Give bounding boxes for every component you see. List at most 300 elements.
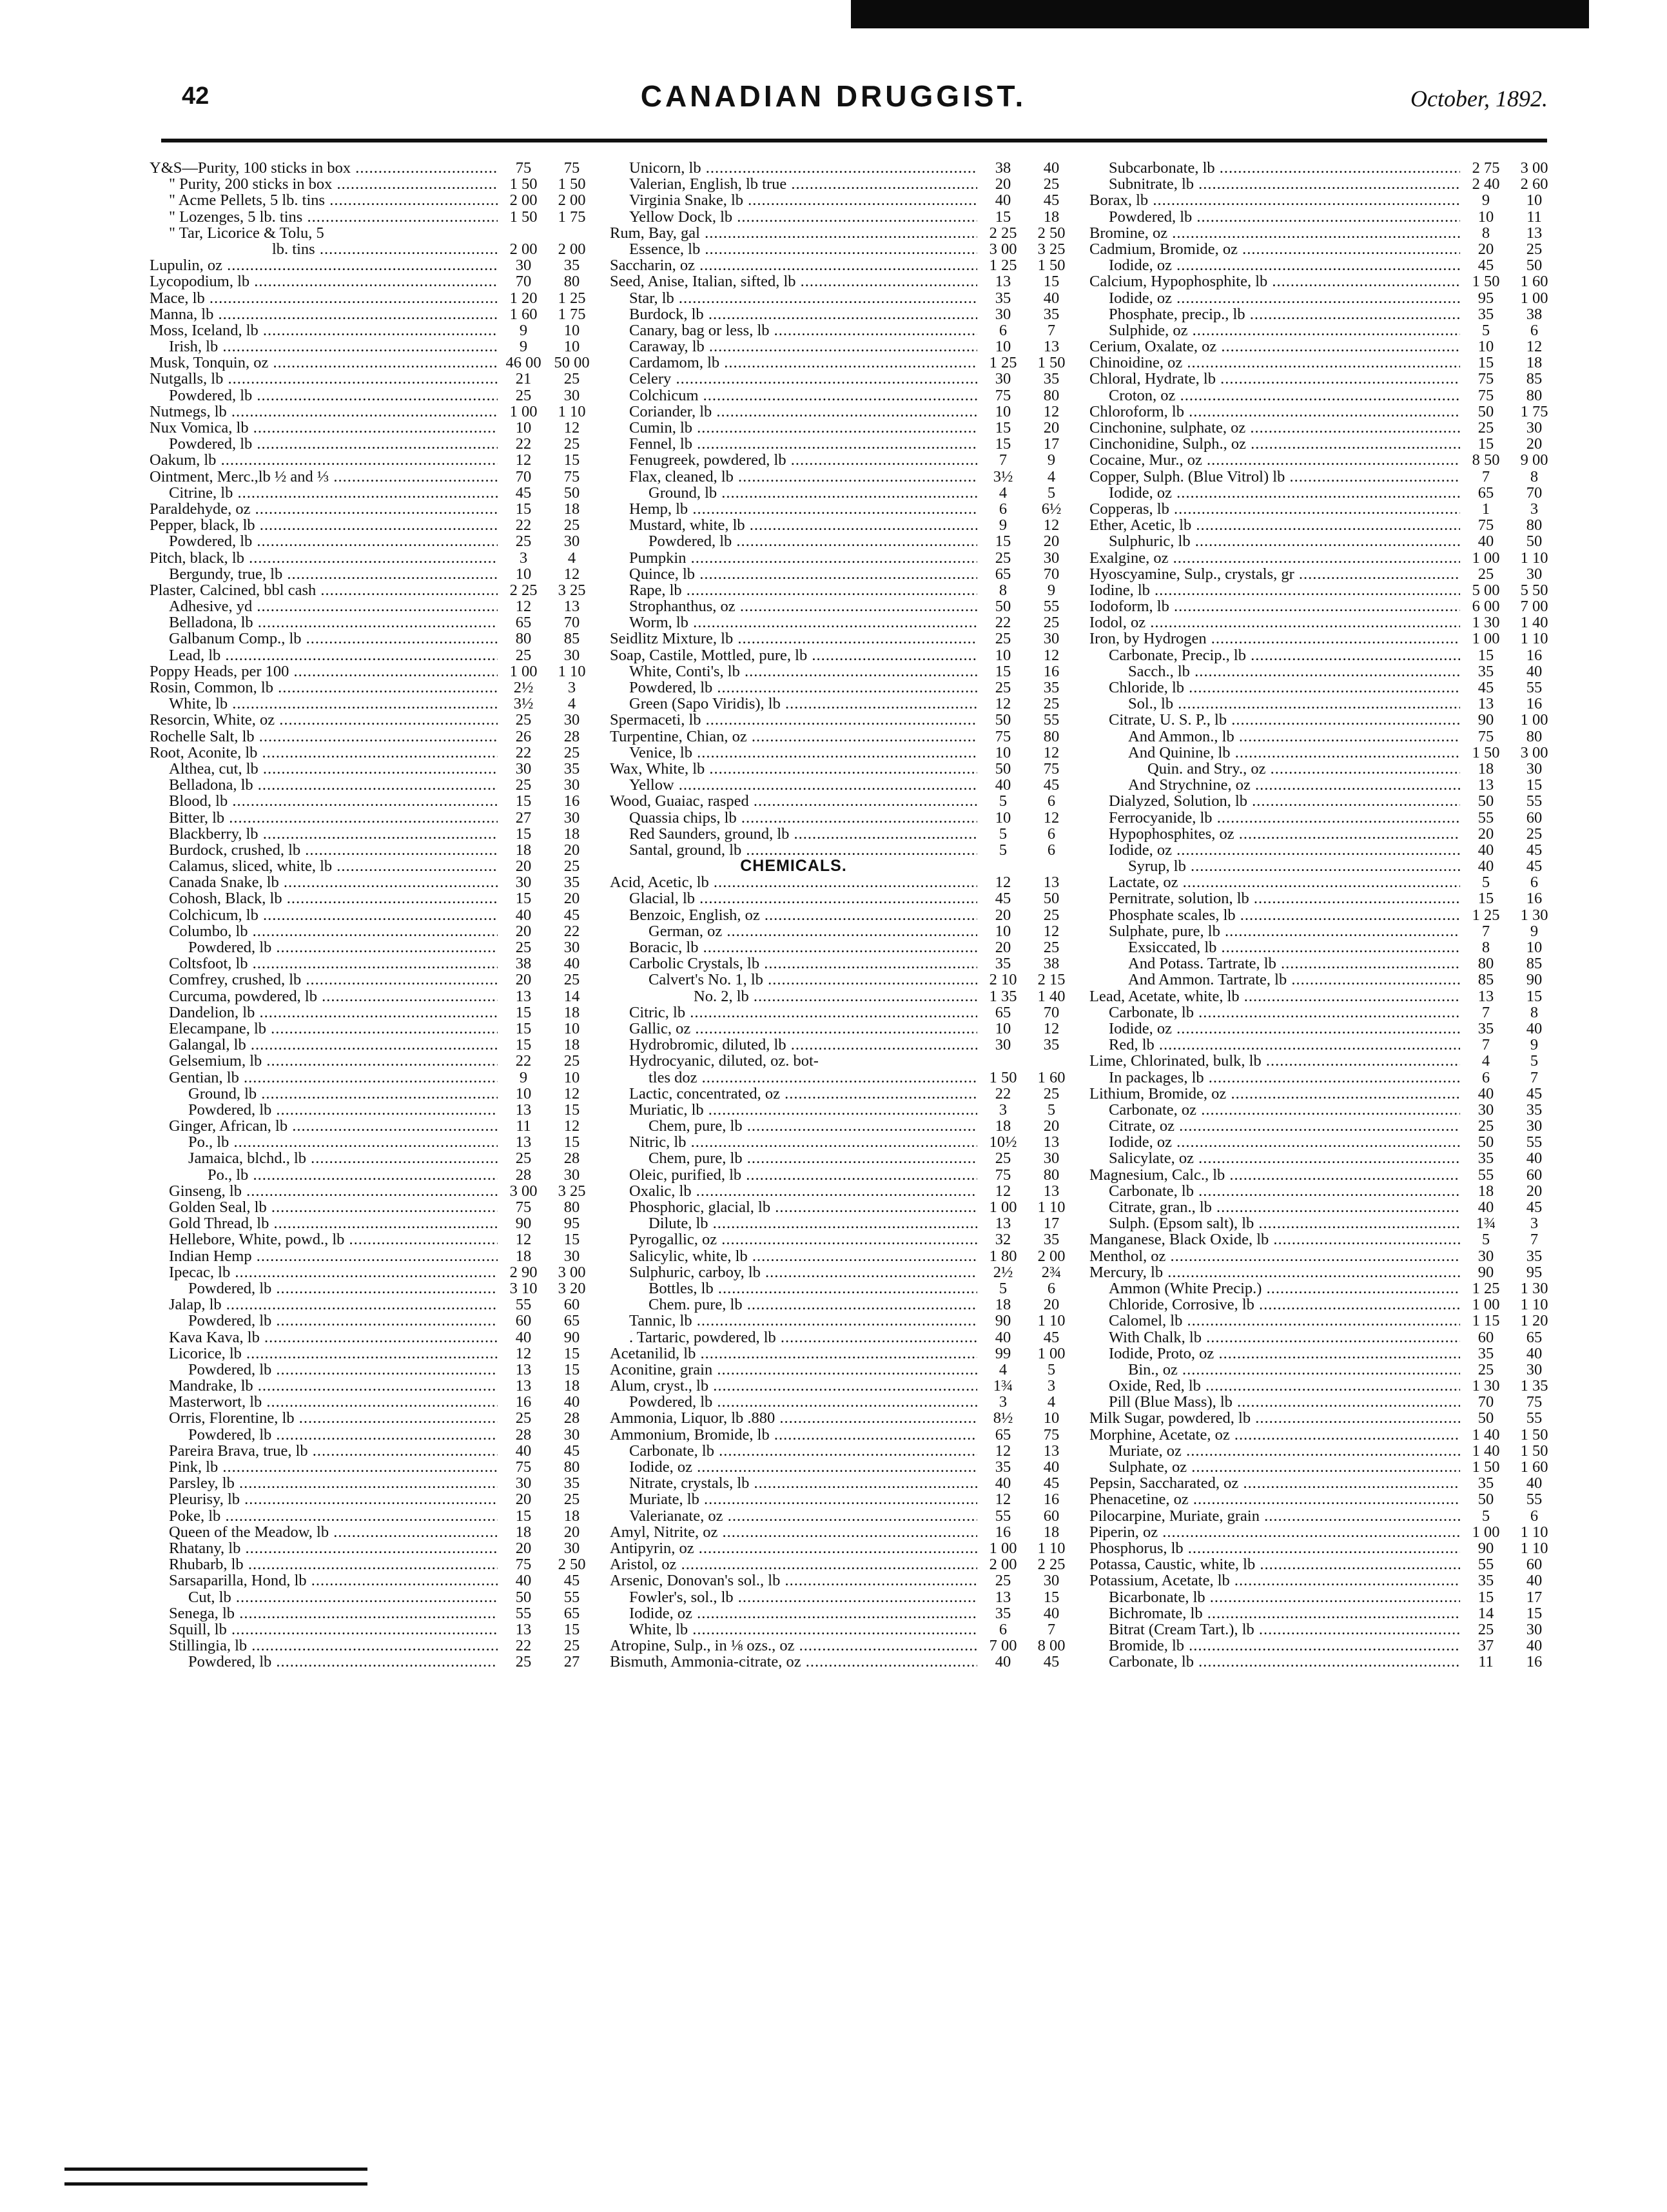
price-low: 50 <box>995 711 1011 729</box>
price-high: 30 <box>563 1539 580 1557</box>
price-low: 11 <box>1478 1653 1494 1671</box>
item-name: Bitter, lb ..... <box>150 810 498 826</box>
price-low: 13 <box>515 1377 532 1395</box>
item-name: Citrate, gran., lb ..... <box>1089 1199 1460 1215</box>
item-name: Chloride, lb ..... <box>1089 680 1460 696</box>
price-low: 40 <box>995 1328 1011 1346</box>
price-low: 5 <box>999 825 1008 843</box>
price-row <box>610 485 1074 501</box>
item-name: Mustard, white, lb ..... <box>610 517 977 533</box>
item-name: Pill (Blue Mass), lb ..... <box>1089 1394 1460 1410</box>
price-row <box>1089 404 1557 420</box>
item-name: Caraway, lb ..... <box>610 338 977 355</box>
price-high: 45 <box>1526 841 1543 859</box>
price-low: 35 <box>1477 662 1494 680</box>
price-high: 8 <box>1530 467 1539 485</box>
price-low: 4 <box>999 1360 1008 1378</box>
price-row <box>150 858 594 874</box>
price-row <box>150 663 594 680</box>
price-low: 35 <box>1477 1474 1494 1493</box>
price-row <box>150 1524 594 1540</box>
item-name: Piperin, oz ..... <box>1089 1524 1460 1540</box>
price-high: 20 <box>1043 419 1060 436</box>
price-row <box>1089 550 1557 566</box>
price-low: 15 <box>1477 354 1494 372</box>
item-name: Burdock, lb ..... <box>610 306 977 322</box>
price-low: 9 <box>1481 191 1490 210</box>
price-row <box>1089 793 1557 809</box>
price-row <box>610 387 1074 404</box>
price-low: 65 <box>1477 484 1494 502</box>
price-high: 1 20 <box>1520 1312 1548 1330</box>
price-low: 1 00 <box>1472 1296 1500 1314</box>
price-high: 7 <box>1047 321 1056 339</box>
price-high: 45 <box>1043 776 1060 794</box>
item-name: Phosphate scales, lb ..... <box>1089 907 1460 923</box>
price-row <box>1089 533 1557 549</box>
price-high: 45 <box>1043 1474 1060 1493</box>
price-row <box>610 1183 1074 1199</box>
item-name: Powdered, lb ..... <box>150 1427 498 1443</box>
price-high: 12 <box>1043 922 1060 940</box>
price-row <box>150 1475 594 1491</box>
price-row <box>1089 907 1557 923</box>
price-high: 50 <box>1526 533 1543 551</box>
item-name: Powdered, lb ..... <box>150 533 498 549</box>
item-name: Iodide, oz ..... <box>1089 1021 1460 1037</box>
item-name: Morphine, Acetate, oz ..... <box>1089 1427 1460 1443</box>
price-low: 28 <box>515 1425 532 1444</box>
price-row <box>150 1491 594 1507</box>
price-low: 32 <box>995 1231 1011 1249</box>
price-high: 18 <box>1526 354 1543 372</box>
item-name: Licorice, lb ..... <box>150 1346 498 1362</box>
price-high: 12 <box>1043 808 1060 827</box>
price-high: 15 <box>563 1231 580 1249</box>
item-name: Lactate, oz ..... <box>1089 874 1460 890</box>
price-high: 55 <box>1526 1409 1543 1427</box>
price-low: 8 <box>999 581 1008 599</box>
price-row <box>150 1394 594 1410</box>
item-name: Lactic, concentrated, oz ..... <box>610 1086 977 1102</box>
price-row <box>1089 1654 1557 1670</box>
price-high: 40 <box>1043 1458 1060 1476</box>
item-name: Lupulin, oz ..... <box>150 257 498 273</box>
price-high: 30 <box>1526 419 1543 436</box>
price-low: 40 <box>515 1442 532 1460</box>
item-name: Iron, by Hydrogen ..... <box>1089 631 1460 647</box>
price-high: 3 20 <box>558 1279 586 1297</box>
item-name: . Tartaric, powdered, lb ..... <box>610 1329 977 1346</box>
item-name: And Potass. Tartrate, lb ..... <box>1089 955 1460 972</box>
price-high: 2 25 <box>1037 1556 1066 1574</box>
price-high: 35 <box>1043 1231 1060 1249</box>
price-low: 30 <box>515 257 532 275</box>
price-low: 9 <box>519 1068 528 1086</box>
item-name: Bin., oz ..... <box>1089 1362 1460 1378</box>
price-row <box>150 1118 594 1134</box>
price-high: 5 <box>1047 484 1056 502</box>
item-name: Cohosh, Black, lb ..... <box>150 890 498 906</box>
price-low: 25 <box>515 776 532 794</box>
price-row <box>610 452 1074 468</box>
price-low: 5 <box>1481 874 1490 892</box>
price-row <box>1089 1540 1557 1556</box>
price-row <box>150 1654 594 1670</box>
price-low: 5 <box>1481 321 1490 339</box>
price-row <box>610 1589 1074 1605</box>
page-date: October, 1892. <box>1410 86 1548 112</box>
item-name: Rochelle Salt, lb ..... <box>150 729 498 745</box>
price-low: 15 <box>515 825 532 843</box>
price-row <box>150 696 594 712</box>
price-high: 1 10 <box>1520 1539 1548 1557</box>
price-high: 75 <box>1043 759 1060 778</box>
price-row <box>150 1248 594 1264</box>
price-low: 22 <box>515 1637 532 1655</box>
price-row <box>610 1021 1074 1037</box>
price-high: 75 <box>1043 1425 1060 1444</box>
item-name: Powdered, lb ..... <box>150 1280 498 1297</box>
price-row <box>610 273 1074 289</box>
price-low: 20 <box>995 939 1011 956</box>
price-low: 5 00 <box>1472 581 1500 599</box>
price-low: 10 <box>1477 208 1494 226</box>
price-row <box>610 1199 1074 1215</box>
price-low: 13 <box>1477 987 1494 1005</box>
price-high: 95 <box>563 1215 580 1233</box>
price-row <box>1089 290 1557 306</box>
price-row <box>610 371 1074 387</box>
price-low: 75 <box>1477 370 1494 388</box>
item-name: Ammonia, Liquor, lb .880 ..... <box>610 1410 977 1426</box>
price-row <box>610 680 1074 696</box>
price-row <box>610 160 1074 176</box>
price-row <box>1089 452 1557 468</box>
price-row <box>610 1248 1074 1264</box>
price-high: 9 00 <box>1520 451 1548 469</box>
item-name: Sulphuric, carboy, lb ..... <box>610 1264 977 1280</box>
price-low: 2 40 <box>1472 175 1500 193</box>
price-high: 40 <box>1526 1344 1543 1362</box>
price-low: 1 30 <box>1472 614 1500 632</box>
price-low: 30 <box>995 370 1011 388</box>
price-row <box>150 209 594 225</box>
price-high: 4 <box>567 695 576 713</box>
price-low: 3½ <box>513 695 534 713</box>
item-name: Tannic, lb ..... <box>610 1313 977 1329</box>
price-low: 13 <box>515 1133 532 1151</box>
price-row <box>150 1589 594 1605</box>
item-name: Carbonate, lb ..... <box>610 1443 977 1459</box>
item-name: Potassa, Caustic, white, lb ..... <box>1089 1556 1460 1572</box>
price-row <box>1089 988 1557 1004</box>
price-low: 1 25 <box>1472 1279 1500 1297</box>
item-name: Phosphate, precip., lb ..... <box>1089 306 1460 322</box>
item-name: Phosphorus, lb ..... <box>1089 1540 1460 1556</box>
item-name: Senega, lb ..... <box>150 1605 498 1621</box>
price-row <box>150 598 594 614</box>
item-name: Columbo, lb ..... <box>150 923 498 939</box>
price-row <box>150 761 594 777</box>
price-high: 18 <box>1043 1523 1060 1541</box>
price-row <box>150 566 594 582</box>
item-name: Pyrogallic, oz ..... <box>610 1231 977 1248</box>
item-name: Subnitrate, lb ..... <box>1089 176 1460 192</box>
item-name: Orris, Florentine, lb ..... <box>150 1410 498 1426</box>
price-row <box>610 566 1074 582</box>
price-row <box>1089 469 1557 485</box>
item-name: Pilocarpine, Muriate, grain ..... <box>1089 1508 1460 1524</box>
price-low: 11 <box>516 1117 531 1135</box>
price-low: 25 <box>515 1150 532 1168</box>
price-low: 2 00 <box>509 240 538 258</box>
item-name: Citrate, oz ..... <box>1089 1118 1460 1134</box>
price-high: 12 <box>563 565 580 583</box>
item-name: Belladona, lb ..... <box>150 614 498 631</box>
price-low: 14 <box>1477 1604 1494 1622</box>
price-low: 26 <box>515 727 532 745</box>
price-high: 20 <box>1526 435 1543 453</box>
price-high: 5 50 <box>1520 581 1548 599</box>
price-low: 1 50 <box>509 175 538 193</box>
price-row <box>610 1053 1074 1069</box>
price-low: 50 <box>1477 1409 1494 1427</box>
price-high: 80 <box>1526 516 1543 534</box>
price-low: 8 <box>1481 939 1490 956</box>
price-high: 2 60 <box>1520 175 1548 193</box>
price-low: 9 <box>519 338 528 356</box>
price-low: 6 <box>1481 1068 1490 1086</box>
item-name: Bicarbonate, lb ..... <box>1089 1589 1460 1605</box>
item-name: And Strychnine, oz ..... <box>1089 777 1460 793</box>
item-name: Ammon (White Precip.) ..... <box>1089 1280 1460 1297</box>
item-name: Chloral, Hydrate, lb ..... <box>1089 371 1460 387</box>
price-row <box>1089 387 1557 404</box>
item-name: Galangal, lb ..... <box>150 1037 498 1053</box>
price-high: 15 <box>563 1360 580 1378</box>
price-row <box>1089 1410 1557 1426</box>
item-name: Iodoform, lb ..... <box>1089 598 1460 614</box>
price-low: 90 <box>1477 711 1494 729</box>
price-low: 7 <box>999 451 1008 469</box>
price-row <box>150 1362 594 1378</box>
item-name: Seidlitz Mixture, lb ..... <box>610 631 977 647</box>
price-low: 25 <box>515 939 532 956</box>
price-high: 55 <box>563 1588 580 1606</box>
price-high: 45 <box>563 906 580 924</box>
price-row <box>1089 874 1557 890</box>
price-high: 2¾ <box>1041 1263 1062 1281</box>
price-low: 46 00 <box>505 354 541 372</box>
price-low: 55 <box>995 1507 1011 1525</box>
item-name: Oxalic, lb ..... <box>610 1183 977 1199</box>
price-high: 10 <box>1526 939 1543 956</box>
price-high: 20 <box>1043 533 1060 551</box>
price-row <box>150 972 594 988</box>
price-low: 1 00 <box>989 1539 1017 1557</box>
item-name: Iodide, Proto, oz ..... <box>1089 1346 1460 1362</box>
price-low: 18 <box>515 1247 532 1265</box>
price-high: 9 <box>1047 581 1056 599</box>
item-name: Nitrate, crystals, lb ..... <box>610 1475 977 1491</box>
item-name: Cut, lb ..... <box>150 1589 498 1605</box>
price-row <box>1089 1070 1557 1086</box>
price-high: 65 <box>563 1604 580 1622</box>
price-low: 20 <box>515 857 532 876</box>
price-high: 30 <box>1043 1150 1060 1168</box>
footer-rule <box>64 2168 367 2171</box>
price-high: 6 <box>1530 874 1539 892</box>
price-low: 75 <box>515 1199 532 1216</box>
price-high: 4 <box>567 549 576 567</box>
price-row <box>610 1313 1074 1329</box>
price-high: 16 <box>1526 1653 1543 1671</box>
price-row <box>150 1215 594 1231</box>
item-name: Hydrobromic, diluted, lb ..... <box>610 1037 977 1053</box>
price-low: 60 <box>515 1312 532 1330</box>
price-row <box>150 631 594 647</box>
price-high: 50 <box>1526 257 1543 275</box>
price-low: 1 80 <box>989 1247 1017 1265</box>
price-high: 16 <box>1043 1491 1060 1509</box>
price-row <box>150 907 594 923</box>
price-low: 15 <box>1477 890 1494 908</box>
price-high: 40 <box>563 955 580 973</box>
item-name: Irish, lb ..... <box>150 338 498 355</box>
price-low: 12 <box>515 598 532 616</box>
item-name: Golden Seal, lb ..... <box>150 1199 498 1215</box>
price-high: 65 <box>563 1312 580 1330</box>
item-name: Iodol, oz ..... <box>1089 614 1460 631</box>
price-row <box>150 1167 594 1183</box>
price-high: 1 10 <box>558 402 586 420</box>
price-high: 25 <box>563 1491 580 1509</box>
price-row <box>150 322 594 338</box>
price-high: 5 <box>1530 1052 1539 1070</box>
price-low: 13 <box>995 1215 1011 1233</box>
price-high: 45 <box>1043 191 1060 210</box>
price-row <box>1089 1556 1557 1572</box>
item-name: Root, Aconite, lb ..... <box>150 745 498 761</box>
price-row <box>610 436 1074 452</box>
price-row <box>1089 696 1557 712</box>
price-high: 16 <box>563 792 580 810</box>
price-low: 18 <box>995 1296 1011 1314</box>
item-name: Boracic, lb ..... <box>610 939 977 955</box>
price-high: 50 <box>563 484 580 502</box>
item-name: Nitric, lb ..... <box>610 1134 977 1150</box>
price-low: 35 <box>995 1458 1011 1476</box>
price-column-3 <box>1089 160 1557 1670</box>
price-low: 1 15 <box>1472 1312 1500 1330</box>
item-name: Muriate, oz ..... <box>1089 1443 1460 1459</box>
item-name: Phenacetine, oz ..... <box>1089 1491 1460 1507</box>
item-name: And Ammon., lb ..... <box>1089 729 1460 745</box>
price-row <box>1089 1134 1557 1150</box>
item-name: Comfrey, crushed, lb ..... <box>150 972 498 988</box>
price-high: 35 <box>1526 1101 1543 1119</box>
item-name: Carbolic Crystals, lb ..... <box>610 955 977 972</box>
item-name: Valerian, English, lb true ..... <box>610 176 977 192</box>
price-high: 2 50 <box>1037 224 1066 242</box>
price-high: 1 40 <box>1037 987 1066 1005</box>
item-name: Powdered, lb ..... <box>610 533 977 549</box>
price-row <box>610 257 1074 273</box>
item-name: Powdered, lb ..... <box>610 1394 977 1410</box>
price-low: 30 <box>1477 1101 1494 1119</box>
price-low: 40 <box>515 1328 532 1346</box>
price-row <box>150 469 594 485</box>
item-name: Pareira Brava, true, lb ..... <box>150 1443 498 1459</box>
price-low: 20 <box>515 971 532 989</box>
footer-rule <box>64 2182 367 2186</box>
price-low: 20 <box>515 922 532 940</box>
price-row <box>1089 1508 1557 1524</box>
item-name: Queen of the Meadow, lb ..... <box>150 1524 498 1540</box>
item-name: Unicorn, lb ..... <box>610 160 977 176</box>
price-low: 75 <box>1477 386 1494 404</box>
item-name: Sulph. (Epsom salt), lb ..... <box>1089 1215 1460 1231</box>
item-name: Paraldehyde, oz ..... <box>150 501 498 517</box>
price-row <box>1089 712 1557 728</box>
price-high: 1 35 <box>1520 1377 1548 1395</box>
price-column-1 <box>150 160 594 1670</box>
item-name: Hydrocyanic, diluted, oz. bot- <box>629 1053 819 1070</box>
price-low: 55 <box>1477 1556 1494 1574</box>
price-high: 3 <box>567 679 576 696</box>
price-row <box>610 1605 1074 1621</box>
price-row <box>1089 663 1557 680</box>
price-row <box>1089 1459 1557 1475</box>
price-low: 38 <box>515 955 532 973</box>
price-low: 7 <box>1481 1003 1490 1021</box>
price-high: 1 10 <box>1520 1296 1548 1314</box>
price-low: 25 <box>515 533 532 551</box>
item-name: Cinchonine, sulphate, oz ..... <box>1089 420 1460 436</box>
item-name: Calcium, Hypophosphite, lb ..... <box>1089 273 1460 289</box>
item-name: Fennel, lb ..... <box>610 436 977 452</box>
price-row <box>610 874 1074 890</box>
item-name: Rape, lb ..... <box>610 582 977 598</box>
price-low: 18 <box>1477 759 1494 778</box>
price-high: 20 <box>563 841 580 859</box>
price-low: 25 <box>995 630 1011 648</box>
price-row <box>150 1053 594 1069</box>
price-row <box>1089 1362 1557 1378</box>
price-low: 5 <box>999 841 1008 859</box>
page-title: CANADIAN DRUGGIST. <box>640 79 1027 113</box>
price-row <box>610 1215 1074 1231</box>
item-name: Worm, lb ..... <box>610 614 977 631</box>
price-low: 13 <box>515 1360 532 1378</box>
price-low: 75 <box>995 727 1011 745</box>
price-low: 25 <box>515 711 532 729</box>
price-low: 10 <box>995 1019 1011 1037</box>
item-name: Jamaica, blchd., lb ..... <box>150 1150 498 1166</box>
price-low: 12 <box>515 451 532 469</box>
price-low: 1 25 <box>1472 906 1500 924</box>
price-low: 1 50 <box>989 1068 1017 1086</box>
price-low: 25 <box>515 646 532 664</box>
price-high: 3 <box>1530 1215 1539 1233</box>
price-low: 15 <box>1477 646 1494 664</box>
item-name: Iodide, oz ..... <box>1089 290 1460 306</box>
price-high: 28 <box>563 1150 580 1168</box>
price-row <box>610 1102 1074 1118</box>
item-name: Powdered, lb ..... <box>150 1313 498 1329</box>
price-low: 20 <box>515 1539 532 1557</box>
